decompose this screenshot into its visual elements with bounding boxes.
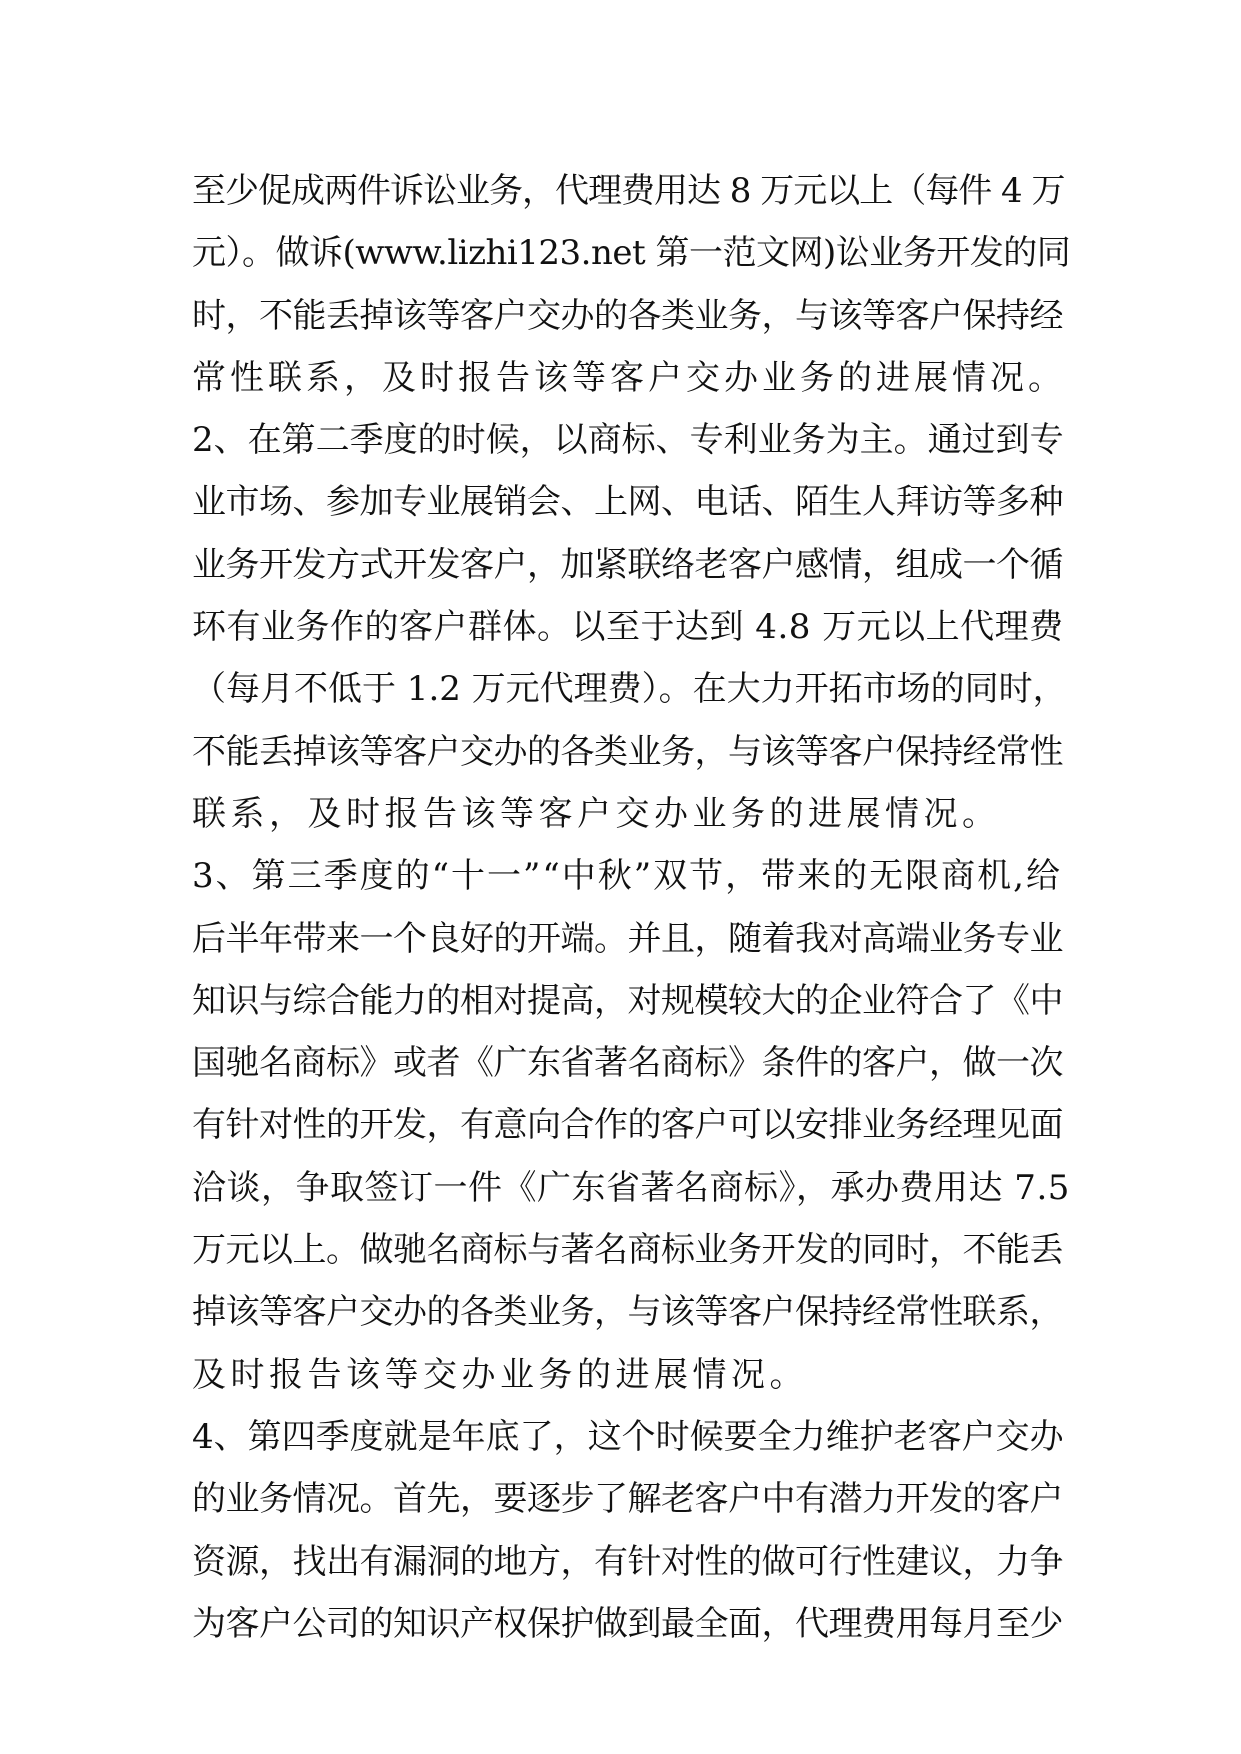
text-line: 洽谈，争取签订一件《广东省著名商标》，承办费用达 7.5: [192, 1167, 1070, 1208]
text-line: 业务开发方式开发客户，加紧联络老客户感情，组成一个循: [192, 544, 1063, 585]
text-line: 2、在第二季度的时候，以商标、专利业务为主。通过到专: [192, 420, 1064, 461]
text-line: 为客户公司的知识产权保护做到最全面，代理费用每月至少: [192, 1603, 1063, 1644]
body-text: [192, 160, 1072, 1655]
text-line: （每月不低于 1.2 万元代理费）。在大力开拓市场的同时，: [192, 669, 1067, 710]
text-line: 联系，及时报告该等客户交办业务的进展情况。: [192, 793, 1001, 834]
text-line: 不能丢掉该等客户交办的各类业务，与该等客户保持经常性: [192, 731, 1063, 772]
text-line: 4、第四季度就是年底了，这个时候要全力维护老客户交办: [192, 1416, 1064, 1457]
text-line: 万元以上。做驰名商标与著名商标业务开发的同时，不能丢: [192, 1230, 1063, 1271]
text-line: 国驰名商标》或者《广东省著名商标》条件的客户，做一次: [192, 1043, 1063, 1084]
text-line: 的业务情况。首先，要逐步了解老客户中有潜力开发的客户: [192, 1479, 1063, 1520]
text-line: 资源，找出有漏洞的地方，有针对性的做可行性建议，力争: [192, 1541, 1063, 1582]
text-line: 至少促成两件诉讼业务，代理费用达 8 万元以上（每件 4 万: [192, 171, 1065, 211]
text-line: 常性联系，及时报告该等客户交办业务的进展情况。: [192, 357, 1066, 398]
text-line: 及时报告该等交办业务的进展情况。: [192, 1354, 808, 1395]
text-line: 后半年带来一个良好的开端。并且，随着我对高端业务专业: [192, 918, 1063, 959]
text-line: 元）。做诉(www.lizhi123.net 第一范文网)讼业务开发的同: [192, 233, 1071, 274]
text-line: 知识与综合能力的相对提高，对规模较大的企业符合了《中: [192, 980, 1063, 1021]
text-line: 业市场、参加专业展销会、上网、电话、陌生人拜访等多种: [192, 482, 1063, 523]
text-line: 时，不能丢掉该等客户交办的各类业务，与该等客户保持经: [192, 295, 1063, 336]
text-line: 3、第三季度的“十一”“中秋”双节，带来的无限商机,给: [192, 856, 1062, 897]
text-line: 掉该等客户交办的各类业务，与该等客户保持经常性联系，: [192, 1292, 1063, 1333]
text-line: 环有业务作的客户群体。以至于达到 4.8 万元以上代理费: [192, 607, 1064, 648]
text-line: 有针对性的开发，有意向合作的客户可以安排业务经理见面: [192, 1105, 1063, 1146]
